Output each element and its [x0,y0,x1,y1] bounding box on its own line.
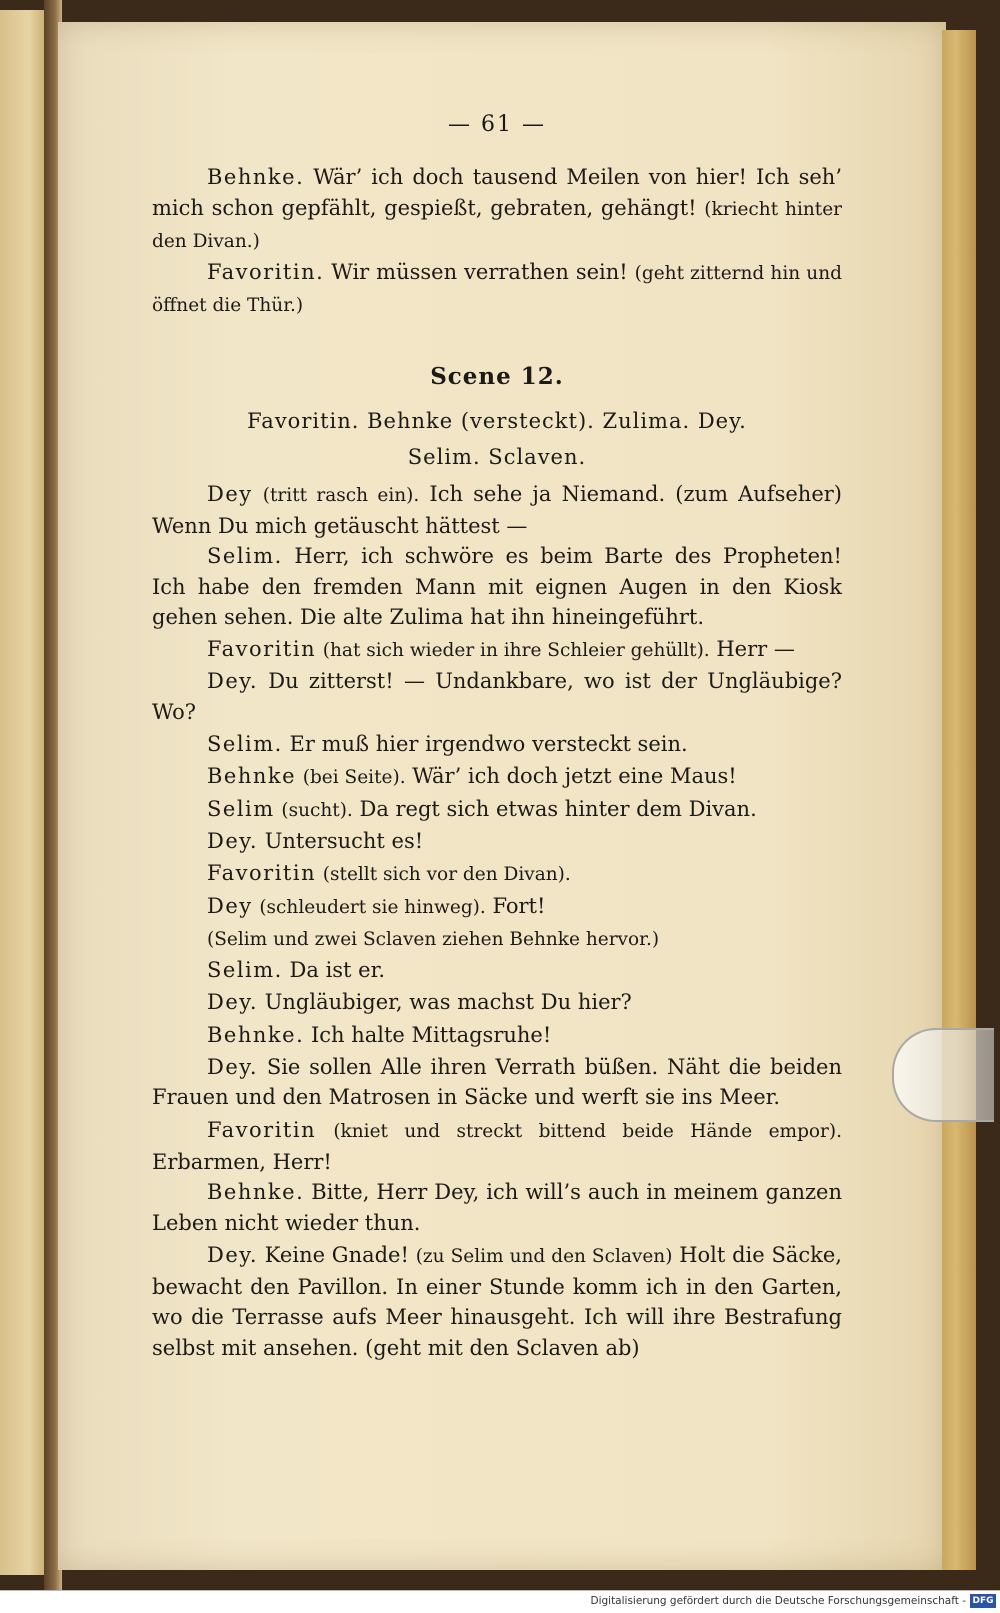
dialogue-text: Ungläubiger, was machst Du hier? [264,990,632,1015]
stage-direction: (kriecht hinter den Divan.) [152,198,843,252]
dialogue-text: Er muß hier irgendwo versteckt sein. [289,732,688,757]
page-number: — 61 — [448,112,546,137]
speaker-name: Selim. [207,732,283,757]
paragraph [152,923,842,955]
speaker-name: Dey [207,481,253,506]
speaker-name: Dey [207,893,253,918]
paragraph [152,162,842,257]
footer-credit: Digitalisierung gefördert durch die Deutsche Forschungsgemeinschaft - [590,1595,966,1607]
stage-direction: (tritt rasch ein). [262,484,420,506]
speaker-name: Favoritin [207,637,317,662]
scene-title: Scene 12. [430,362,564,390]
paragraph [152,987,842,1019]
speaker-name: Dey. [207,828,259,853]
dialogue-text: Du zitterst! — Undankbare, wo ist der Ungläubige? Wo? [152,669,842,724]
speaker-name: Behnke. [207,165,305,190]
stage-direction: (geht zitternd hin und öffnet die Thür.) [152,263,842,317]
dialogue-text: Ich halte Mittagsruhe! [310,1022,552,1047]
dialogue-text: Keine Gnade! [264,1242,409,1267]
stage-direction: (hat sich wieder in ihre Schleier gehüllt). [322,640,710,662]
dialogue-text: Da ist er. [289,958,386,983]
paragraph [152,257,842,322]
paragraph [152,955,842,987]
paragraph [152,479,842,542]
stage-direction: (Selim und zwei Sclaven ziehen Behnke hervor.) [207,928,660,950]
dialogue-text: Bitte, Herr Dey, ich will’s auch in meinem ganzen Leben nicht wieder thun. [152,1180,842,1235]
speaker-name: Selim [207,796,275,821]
stage-direction: (kniet und streckt bittend beide Hände empor). [333,1120,842,1142]
stage-direction: (zu Selim und den Sclaven) [415,1245,673,1267]
paragraph [152,666,842,729]
speaker-name: Selim. [207,544,283,569]
paragraph [152,794,842,826]
dialogue-text: Wär’ ich doch jetzt eine Maus! [412,764,737,789]
speaker-name: Dey. [207,1055,259,1080]
dialogue-text: Herr — [716,637,795,662]
speaker-name: Behnke [207,764,297,789]
left-page-edge [0,10,48,1575]
paragraph [152,729,842,761]
dialogue-text: Herr, ich schwöre es beim Barte des Propheten! Ich habe den fremden Mann mit eignen Augen in den Kiosk gehen sehen. Die alte Zulima hat ihn hineingeführt. [152,544,842,629]
dialogue-text: Ich sehe ja Niemand. (zum Aufseher) Wenn Du mich getäuscht hättest — [152,481,842,538]
scene-dialogue [152,479,842,1363]
dialogue-text: Holt die Säcke, bewacht den Pavillon. In einer Stunde komm ich in den Garten, wo die Terrasse aufs Meer hinausgeht. Ich will ihre Bestrafung selbst mit ansehen. (geht mit den Sclaven ab) [152,1242,842,1360]
paragraph [152,891,842,923]
speaker-name: Favoritin [207,1117,317,1142]
paragraph [152,1177,842,1240]
speaker-name: Dey. [207,1242,259,1267]
page-edges-right [942,30,976,1570]
paragraph [152,1020,842,1052]
dialogue-text: Untersucht es! [264,828,424,853]
stage-direction: (bei Seite). [302,767,406,789]
paragraph [152,1052,842,1115]
footer-bar [0,1590,1000,1613]
stage-direction: (stellt sich vor den Divan). [322,864,571,886]
dialogue-text: Fort! [492,893,546,918]
paragraph [152,1115,842,1178]
speaker-name: Selim. [207,958,283,983]
dfg-logo: DFG [970,1594,996,1608]
dialogue-text: Da regt sich etwas hinter dem Divan. [359,796,757,821]
page-text [152,110,842,1363]
speaker-name: Dey. [207,669,259,694]
speaker-name: Favoritin. [207,260,325,285]
paragraph [152,634,842,666]
stage-direction: (sucht). [281,799,353,821]
paragraph [152,541,842,634]
paragraph [152,826,842,858]
bookmark-tab [892,1028,994,1122]
speaker-name: Behnke. [207,1022,305,1047]
speaker-name: Dey. [207,990,259,1015]
paragraph [152,858,842,890]
paragraph [152,761,842,793]
cast-line: Favoritin. Behnke (versteckt). Zulima. Dey. [247,409,747,434]
speaker-name: Behnke. [207,1180,305,1205]
dialogue-text: Wär’ ich doch tausend Meilen von hier! Ich seh’ mich schon gepfählt, gespießt, gebraten, gehängt! [152,165,842,220]
text-block-before-scene [152,162,842,321]
dialogue-text: Sie sollen Alle ihren Verrath büßen. Näht die beiden Frauen und den Matrosen in Säcke und werft sie ins Meer. [152,1055,842,1110]
dialogue-text: Wir müssen verrathen sein! [331,260,628,285]
stage-direction: (schleudert sie hinweg). [259,896,486,918]
speaker-name: Favoritin [207,861,317,886]
paragraph [152,1240,842,1363]
cast-line: Selim. Sclaven. [407,445,587,470]
dialogue-text: Erbarmen, Herr! [152,1149,332,1174]
